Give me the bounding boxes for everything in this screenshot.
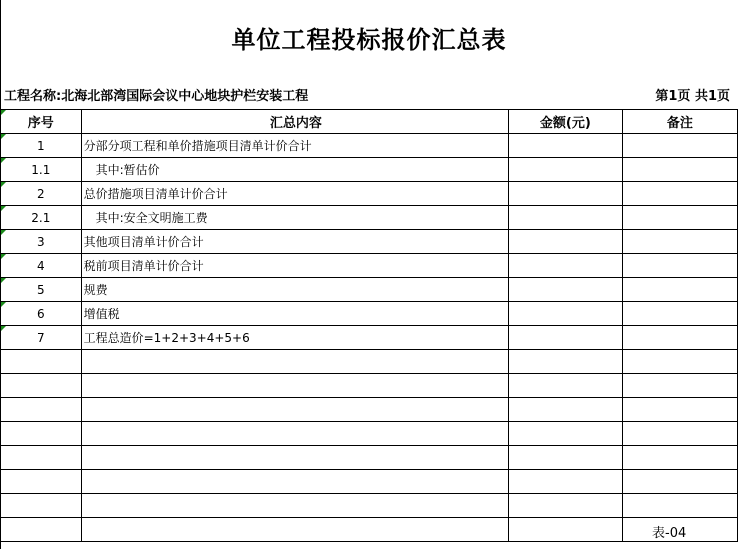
table-row (1, 254, 738, 278)
row-amount-cell[interactable] (509, 302, 623, 326)
empty-row (1, 470, 738, 494)
row-item-cell[interactable]: 分部分项工程和单价措施项目清单计价合计 (81, 134, 509, 158)
row-note-cell[interactable] (622, 158, 737, 182)
empty-cell[interactable] (622, 470, 737, 494)
empty-cell[interactable] (1, 422, 82, 446)
empty-cell[interactable] (1, 518, 82, 542)
empty-cell[interactable] (509, 350, 623, 374)
empty-cell[interactable] (622, 350, 737, 374)
row-amount-cell[interactable] (509, 230, 623, 254)
empty-cell[interactable] (1, 374, 82, 398)
empty-cell[interactable] (81, 446, 509, 470)
empty-cell[interactable] (81, 398, 509, 422)
empty-row (1, 518, 738, 542)
table-row (1, 302, 738, 326)
empty-cell[interactable] (622, 374, 737, 398)
empty-cell[interactable] (509, 446, 623, 470)
table-row (1, 230, 738, 254)
row-amount-cell[interactable] (509, 326, 623, 350)
cell-marker-icon (1, 158, 6, 163)
empty-cell[interactable] (622, 422, 737, 446)
empty-row (1, 446, 738, 470)
cell-marker-icon (1, 230, 6, 235)
row-note-cell[interactable] (622, 230, 737, 254)
row-item-cell[interactable]: 总价措施项目清单计价合计 (81, 182, 509, 206)
empty-cell[interactable] (81, 374, 509, 398)
row-no-cell[interactable]: 2.1 (1, 206, 82, 230)
cell-marker-icon (1, 326, 6, 331)
empty-cell[interactable] (1, 350, 82, 374)
row-item-cell[interactable]: 其他项目清单计价合计 (81, 230, 509, 254)
empty-cell[interactable] (509, 494, 623, 518)
summary-table (0, 109, 738, 542)
row-item-cell[interactable]: 工程总造价=1+2+3+4+5+6 (81, 326, 509, 350)
empty-cell[interactable] (509, 398, 623, 422)
cell-marker-icon (1, 182, 6, 187)
empty-cell[interactable] (81, 518, 509, 542)
row-item-cell[interactable]: 税前项目清单计价合计 (81, 254, 509, 278)
empty-row (1, 350, 738, 374)
project-name: 工程名称:北海北部湾国际会议中心地块护栏安装工程 (4, 89, 309, 104)
row-no-cell[interactable]: 2 (1, 182, 82, 206)
empty-cell[interactable] (622, 398, 737, 422)
empty-cell[interactable] (81, 422, 509, 446)
empty-cell[interactable] (81, 494, 509, 518)
table-header-row (1, 110, 738, 134)
row-note-cell[interactable] (622, 206, 737, 230)
row-amount-cell[interactable] (509, 278, 623, 302)
row-note-cell[interactable] (622, 182, 737, 206)
row-note-cell[interactable] (622, 326, 737, 350)
table-row (1, 326, 738, 350)
empty-cell[interactable] (509, 518, 623, 542)
row-note-cell[interactable] (622, 302, 737, 326)
row-note-cell[interactable] (622, 254, 737, 278)
empty-cell[interactable] (622, 446, 737, 470)
header-note: 备注 (622, 110, 737, 134)
empty-cell[interactable] (509, 470, 623, 494)
cell-marker-icon (1, 206, 6, 211)
empty-cell[interactable] (81, 350, 509, 374)
table-row (1, 158, 738, 182)
empty-cell[interactable] (1, 470, 82, 494)
header-item: 汇总内容 (81, 110, 509, 134)
cell-marker-icon (1, 254, 6, 259)
row-amount-cell[interactable] (509, 254, 623, 278)
row-no-cell[interactable]: 6 (1, 302, 82, 326)
row-no-cell[interactable]: 3 (1, 230, 82, 254)
row-note-cell[interactable] (622, 134, 737, 158)
row-no-cell[interactable]: 1 (1, 134, 82, 158)
cell-marker-icon (1, 110, 6, 115)
empty-row (1, 422, 738, 446)
empty-row (1, 398, 738, 422)
row-no-cell[interactable]: 7 (1, 326, 82, 350)
empty-cell[interactable] (81, 470, 509, 494)
empty-cell[interactable] (1, 494, 82, 518)
row-no-cell[interactable]: 4 (1, 254, 82, 278)
form-number: 表-04 (652, 526, 687, 541)
row-item-cell[interactable]: 规费 (81, 278, 509, 302)
cell-marker-icon (1, 302, 6, 307)
empty-cell[interactable] (509, 374, 623, 398)
row-no-cell[interactable]: 5 (1, 278, 82, 302)
row-amount-cell[interactable] (509, 206, 623, 230)
cell-marker-icon (1, 278, 6, 283)
empty-row (1, 374, 738, 398)
empty-cell[interactable] (1, 446, 82, 470)
table-row (1, 278, 738, 302)
row-amount-cell[interactable] (509, 158, 623, 182)
table-row (1, 206, 738, 230)
page-title: 单位工程投标报价汇总表 (231, 25, 507, 54)
row-item-cell[interactable]: 其中:安全文明施工费 (81, 206, 509, 230)
cell-marker-icon (1, 134, 6, 139)
row-no-cell[interactable]: 1.1 (1, 158, 82, 182)
table-row (1, 134, 738, 158)
row-amount-cell[interactable] (509, 182, 623, 206)
empty-row (1, 494, 738, 518)
empty-cell[interactable] (509, 422, 623, 446)
row-amount-cell[interactable] (509, 134, 623, 158)
table-row (1, 182, 738, 206)
row-item-cell[interactable]: 增值税 (81, 302, 509, 326)
empty-cell[interactable] (622, 494, 737, 518)
row-item-cell[interactable]: 其中:暂估价 (81, 158, 509, 182)
header-no: 序号 (1, 110, 82, 134)
header-amount: 金额(元) (509, 110, 623, 134)
empty-cell[interactable] (1, 398, 82, 422)
row-note-cell[interactable] (622, 278, 737, 302)
page-info: 第1页 共1页 (655, 89, 730, 104)
